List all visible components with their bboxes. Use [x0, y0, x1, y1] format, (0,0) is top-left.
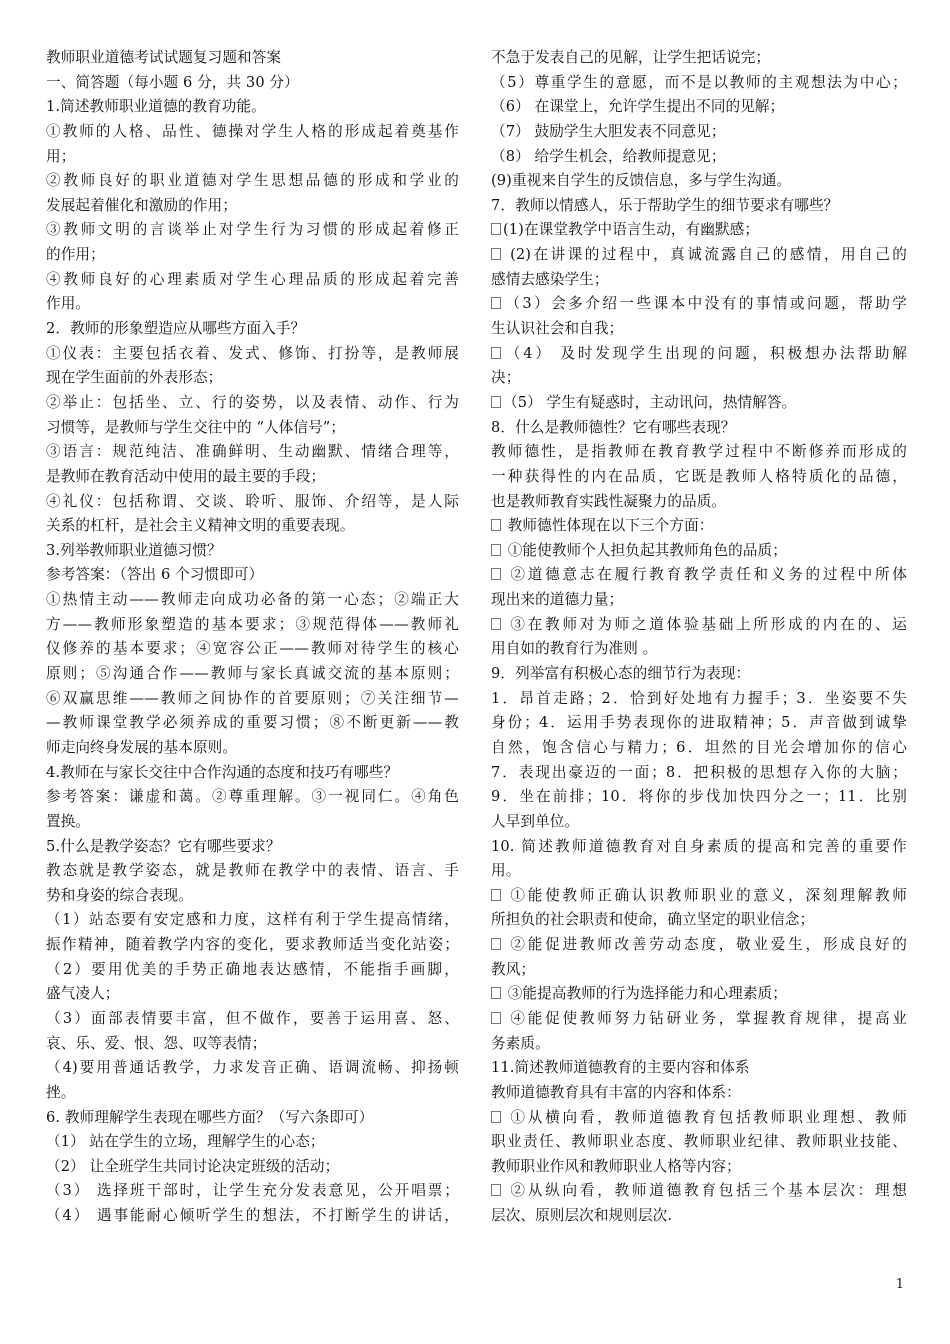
text-line: [491, 736, 907, 761]
text-line-content: 作用。: [46, 295, 91, 313]
text-line: [491, 95, 907, 120]
text-line-content: ③教师文明的言谈举止对学生行为习惯的形成起着修正: [46, 221, 459, 239]
text-line-content: （3） 选择班干部时，让学生充分发表意见，公开唱票；: [46, 1182, 459, 1200]
text-line: [46, 95, 459, 120]
text-line: [46, 613, 459, 638]
text-line-content: 教风；: [491, 960, 536, 978]
text-line-content: （3）面部表情要丰富，但不做作，要善于运用喜、怒、: [46, 1009, 459, 1027]
text-line-content: 层次、原则层次和规则层次.: [491, 1207, 673, 1225]
text-line-content: 习惯等，是教师与学生交往中的 “人体信号”；: [46, 418, 346, 436]
text-line-content: 3.列举教师职业道德习惯？: [46, 541, 222, 559]
text-line-content: ⑥双赢思维——教师之间协作的首要原则；⑦关注细节—: [46, 689, 459, 707]
text-line: [46, 810, 459, 835]
text-line-content: 发展起着催化和激励的作用；: [46, 196, 238, 214]
text-line: [491, 884, 907, 909]
text-line-content: 教师德性，是指教师在教育教学过程中不断修养而形成的: [491, 443, 907, 461]
text-line: [46, 1081, 459, 1106]
text-line-content: 现在学生面前的外表形态；: [46, 369, 223, 387]
text-line: [46, 736, 459, 761]
text-line-content: 决；: [491, 369, 521, 387]
text-line-content: 9．坐在前排；10．将你的步伐加快四分之一；11．比别: [491, 788, 907, 806]
text-line: [46, 933, 459, 958]
text-line-content: 职业责任、教师职业态度、教师职业纪律、教师职业技能、: [491, 1133, 907, 1151]
text-line: [46, 366, 459, 391]
text-line: [46, 1032, 459, 1057]
text-line: [491, 366, 907, 391]
text-line: [491, 982, 907, 1007]
text-line: [491, 1007, 907, 1032]
text-line: [491, 218, 907, 243]
text-line: [46, 662, 459, 687]
text-line: [46, 908, 459, 933]
text-line-content: 不急于发表自己的见解，让学生把话说完；: [491, 49, 771, 66]
text-line-content: ①热情主动——教师走向成功必备的第一心态；②端正大: [46, 591, 459, 609]
text-line: [46, 687, 459, 712]
text-line-content: 10. 简述教师道德教育对自身素质的提高和完善的重要作: [491, 837, 907, 855]
text-line: [491, 194, 907, 219]
text-line-content: 4.教师在与家长交往中合作沟通的态度和技巧有哪些？: [46, 763, 399, 781]
checkbox-glyph-icon: [491, 519, 501, 531]
text-line: [46, 563, 459, 588]
text-line: [46, 884, 459, 909]
checkbox-glyph-icon: [491, 297, 501, 309]
checkbox-glyph-icon: [491, 889, 501, 901]
right-column: [491, 46, 907, 1229]
text-line-content: 务素质。: [491, 1034, 550, 1052]
text-line: [46, 342, 459, 367]
checkbox-glyph-icon: [491, 347, 501, 359]
text-line: [46, 982, 459, 1007]
text-line: [491, 613, 907, 638]
text-line-content: 7．表现出豪迈的一面；8．把积极的思想存入你的大脑；: [491, 763, 907, 781]
checkbox-glyph-icon: [491, 987, 501, 999]
checkbox-glyph-icon: [491, 938, 501, 950]
text-line: [491, 662, 907, 687]
text-line-content: ④礼仪：包括称谓、交谈、聆听、服饰、介绍等，是人际: [46, 492, 459, 510]
text-line: [491, 490, 907, 515]
text-line: [491, 169, 907, 194]
text-line-content: 5.什么是教学姿态？它有哪些要求？: [46, 837, 281, 855]
text-line: [46, 145, 459, 170]
checkbox-glyph-icon: [491, 1012, 501, 1024]
text-line-content: ④能促使教师努力钻研业务，掌握教育规律，提高业: [503, 1009, 907, 1027]
text-line-content: 身份；4．运用手势表现你的进取精神；5．声音做到诚挚: [491, 714, 907, 732]
text-line-content: 教师职业道德考试试题复习题和答案: [46, 49, 282, 66]
text-line: [46, 46, 459, 71]
text-line-content: ④教师良好的心理素质对学生心理品质的形成起着完善: [46, 270, 459, 288]
text-line-content: 一、简答题（每小题 6 分，共 30 分）: [46, 73, 299, 91]
text-line-content: 用自如的教育行为准则 。: [491, 640, 658, 658]
text-line-content: 9．列举富有积极心态的细节行为表现：: [491, 665, 751, 683]
text-line: [46, 169, 459, 194]
text-line: [491, 687, 907, 712]
text-line: [491, 440, 907, 465]
page-number: 1: [895, 1277, 904, 1292]
text-line-content: 参考答案：（答出 6 个习惯即可）: [46, 566, 264, 584]
text-line: [491, 1081, 907, 1106]
text-line: [46, 71, 459, 96]
text-line-content: 盛气凌人；: [46, 985, 120, 1003]
text-line-content: 用。: [491, 862, 521, 880]
text-line-content: ①仪表：主要包括衣着、发式、修饰、打扮等，是教师展: [46, 344, 459, 362]
text-line-content: （5） 学生有疑惑时，主动讯问，热情解答。: [503, 393, 797, 411]
text-line: [46, 1056, 459, 1081]
text-line-content: 2．教师的形象塑造应从哪些方面入手？: [46, 320, 306, 338]
text-line: [491, 342, 907, 367]
text-line: [491, 71, 907, 96]
text-line-content: （1） 站在学生的立场，理解学生的心态；: [46, 1133, 325, 1151]
text-line: [46, 268, 459, 293]
text-line-content: ②教师良好的职业道德对学生思想品德的形成和学业的: [46, 172, 459, 190]
text-line-content: 现出来的道德力量；: [491, 591, 624, 609]
text-line: [46, 711, 459, 736]
text-line-content: 1.简述教师职业道德的教育功能。: [46, 98, 266, 116]
text-line: [46, 588, 459, 613]
text-line-content: ②道德意志在履行教育教学责任和义务的过程中所体: [503, 566, 907, 584]
text-line: [491, 637, 907, 662]
text-line-content: 教师德性体现在以下三个方面：: [503, 517, 714, 535]
text-line-content: ③语言：规范纯洁、准确鲜明、生动幽默、情绪合理等，: [46, 443, 459, 461]
text-line-content: ①从横向看，教师道德教育包括教师职业理想、教师: [503, 1108, 907, 1126]
text-line: [491, 1106, 907, 1131]
text-line: [491, 416, 907, 441]
text-line: [46, 490, 459, 515]
text-line-content: （2）要用优美的手势正确地表达感情，不能指手画脚，: [46, 960, 459, 978]
text-line: [491, 810, 907, 835]
text-line: [491, 465, 907, 490]
checkbox-glyph-icon: [491, 1184, 501, 1196]
text-line-content: （5）尊重学生的意愿，而不是以教师的主观想法为中心；: [491, 73, 907, 91]
checkbox-glyph-icon: [491, 248, 501, 260]
text-line: [491, 563, 907, 588]
text-line-content: 的作用；: [46, 246, 105, 264]
text-line: [46, 416, 459, 441]
text-line-content: 所担负的社会职责和使命，确立坚定的职业信念；: [491, 911, 815, 929]
text-line-content: 置换。: [46, 812, 91, 830]
text-line: [46, 465, 459, 490]
text-line-content: —教师课堂教学必须养成的重要习惯；⑧不断更新——教: [46, 714, 459, 732]
text-line-content: 1．昂首走路；2．恰到好处地有力握手；3．坐姿要不失: [491, 689, 907, 707]
text-line-content: ②从纵向看，教师道德教育包括三个基本层次：理想: [503, 1182, 907, 1200]
text-line-content: （4） 及时发现学生出现的问题，积极想办法帮助解: [503, 344, 907, 362]
text-line: [46, 958, 459, 983]
text-line: [491, 1179, 907, 1204]
text-line: [491, 588, 907, 613]
text-line: [491, 292, 907, 317]
text-line-content: 哀、乐、爱、恨、怨、叹等表情；: [46, 1034, 267, 1052]
text-line-content: 感情去感染学生；: [491, 270, 609, 288]
text-line-content: （1）站态要有安定感和力度，这样有利于学生提高情绪，: [46, 911, 459, 929]
text-line: [46, 761, 459, 786]
text-line-content: 势和身姿的综合表现。: [46, 886, 193, 904]
text-line: [491, 243, 907, 268]
text-line-content: （4） 遇事能耐心倾听学生的想法，不打断学生的讲话，: [46, 1207, 459, 1225]
text-line-content: 6. 教师理解学生表现在哪些方面？（写六条即可）: [46, 1108, 374, 1126]
text-line: [491, 785, 907, 810]
text-line: [491, 958, 907, 983]
text-line: [491, 1155, 907, 1180]
text-line: [491, 908, 907, 933]
text-line: [46, 194, 459, 219]
text-line-content: 用；: [46, 147, 76, 165]
text-line-content: （4)要用普通话教学，力求发音正确、语调流畅、抑扬顿: [46, 1059, 459, 1077]
text-line-content: 7．教师以情感人，乐于帮助学生的细节要求有哪些？: [491, 196, 839, 214]
text-line: [491, 46, 907, 71]
text-line-content: ②能促进教师改善劳动态度，敬业爱生，形成良好的: [503, 936, 907, 954]
text-line: [491, 859, 907, 884]
text-line-content: （3）会多介绍一些课本中没有的事情或问题，帮助学: [503, 295, 907, 313]
text-line: [46, 1007, 459, 1032]
text-line-content: 参考答案：谦虚和蔼。②尊重理解。③一视同仁。④角色: [46, 788, 459, 806]
text-line-content: ①能使教师正确认识教师职业的意义，深刻理解教师: [503, 886, 907, 904]
text-line-content: 师走向终身发展的基本原则。: [46, 738, 238, 756]
text-line: [491, 1204, 907, 1229]
text-line: [491, 1056, 907, 1081]
text-line: [46, 514, 459, 539]
text-line-content: (9)重视来自学生的反馈信息，多与学生沟通。: [491, 172, 792, 190]
text-line: [491, 539, 907, 564]
text-line: [491, 933, 907, 958]
text-line: [46, 120, 459, 145]
text-line: [46, 859, 459, 884]
text-line: [46, 391, 459, 416]
text-line: [491, 514, 907, 539]
text-line-content: 关系的杠杆，是社会主义精神文明的重要表现。: [46, 517, 355, 535]
text-line: [46, 317, 459, 342]
text-line-content: 方——教师形象塑造的基本要求；③规范得体——教师礼: [46, 615, 459, 633]
text-line: [491, 317, 907, 342]
text-line: [46, 1130, 459, 1155]
text-line: [46, 637, 459, 662]
text-line-content: （7） 鼓励学生大胆发表不同意见；: [491, 122, 726, 140]
text-line: [46, 440, 459, 465]
text-line: [46, 1204, 459, 1229]
text-line-content: ①能使教师个人担负起其教师角色的品质；: [503, 541, 787, 559]
text-line: [46, 785, 459, 810]
text-line-content: 挫。: [46, 1083, 76, 1101]
text-line: [46, 835, 459, 860]
text-line-content: 教态就是教学姿态，就是教师在教学中的表情、语言、手: [46, 862, 459, 880]
text-line-content: （2） 让全班学生共同讨论决定班级的活动；: [46, 1157, 340, 1175]
text-line: [46, 243, 459, 268]
text-line-content: 也是教师教育实践性凝聚力的品质。: [491, 492, 727, 510]
text-line-content: (1)在课堂教学中语言生动，有幽默感；: [503, 221, 760, 239]
text-line-content: 自然，饱含信心与精力；6．坦然的目光会增加你的信心: [491, 738, 907, 756]
text-line-content: 是教师在教育活动中使用的最主要的手段；: [46, 467, 326, 485]
text-line: [491, 835, 907, 860]
text-line-content: 教师道德教育具有丰富的内容和体系：: [491, 1083, 741, 1101]
checkbox-glyph-icon: [491, 568, 501, 580]
text-line-content: 生认识社会和自我；: [491, 320, 624, 338]
text-line: [46, 1179, 459, 1204]
text-line: [46, 1106, 459, 1131]
text-line-content: 一种获得性的内在品质，它既是教师人格特质化的品德，: [491, 467, 907, 485]
left-column: [46, 46, 459, 1229]
text-line: [46, 292, 459, 317]
text-line: [491, 711, 907, 736]
text-line: [491, 1130, 907, 1155]
text-line: [491, 268, 907, 293]
text-line-content: ②举止：包括坐、立、行的姿势，以及表情、动作、行为: [46, 393, 459, 411]
text-line-content: 人早到单位。: [491, 812, 580, 830]
text-line: [491, 761, 907, 786]
text-line: [491, 391, 907, 416]
text-line-content: (2)在讲课的过程中，真诚流露自己的感情，用自己的: [503, 246, 907, 264]
text-line-content: 振作精神，随着教学内容的变化，要求教师适当变化站姿；: [46, 936, 459, 954]
checkbox-glyph-icon: [491, 618, 501, 630]
text-line: [46, 539, 459, 564]
checkbox-glyph-icon: [491, 1111, 501, 1123]
text-line: [491, 120, 907, 145]
text-line: [491, 145, 907, 170]
text-line-content: （6） 在课堂上，允许学生提出不同的见解；: [491, 98, 785, 116]
text-line-content: 11.简述教师道德教育的主要内容和体系: [491, 1059, 750, 1077]
text-line-content: 仪修养的基本要求；④宽容公正——教师对待学生的核心: [46, 640, 459, 658]
text-line: [491, 1032, 907, 1057]
text-line-content: （8） 给学生机会，给教师提意见；: [491, 147, 726, 165]
text-line-content: 8．什么是教师德性？它有哪些表现？: [491, 418, 736, 436]
text-line: [46, 218, 459, 243]
checkbox-glyph-icon: [491, 223, 501, 235]
text-line-content: ①教师的人格、品性、德操对学生人格的形成起着奠基作: [46, 122, 459, 140]
text-line-content: 教师职业作风和教师职业人格等内容；: [491, 1157, 741, 1175]
checkbox-glyph-icon: [491, 396, 501, 408]
text-line: [46, 1155, 459, 1180]
text-line-content: 原则；⑤沟通合作——教师与家长真诚交流的基本原则；: [46, 665, 459, 683]
text-line-content: ③在教师对为师之道体验基础上所形成的内在的、运: [503, 615, 907, 633]
checkbox-glyph-icon: [491, 544, 501, 556]
text-line-content: ③能提高教师的行为选择能力和心理素质；: [503, 985, 787, 1003]
